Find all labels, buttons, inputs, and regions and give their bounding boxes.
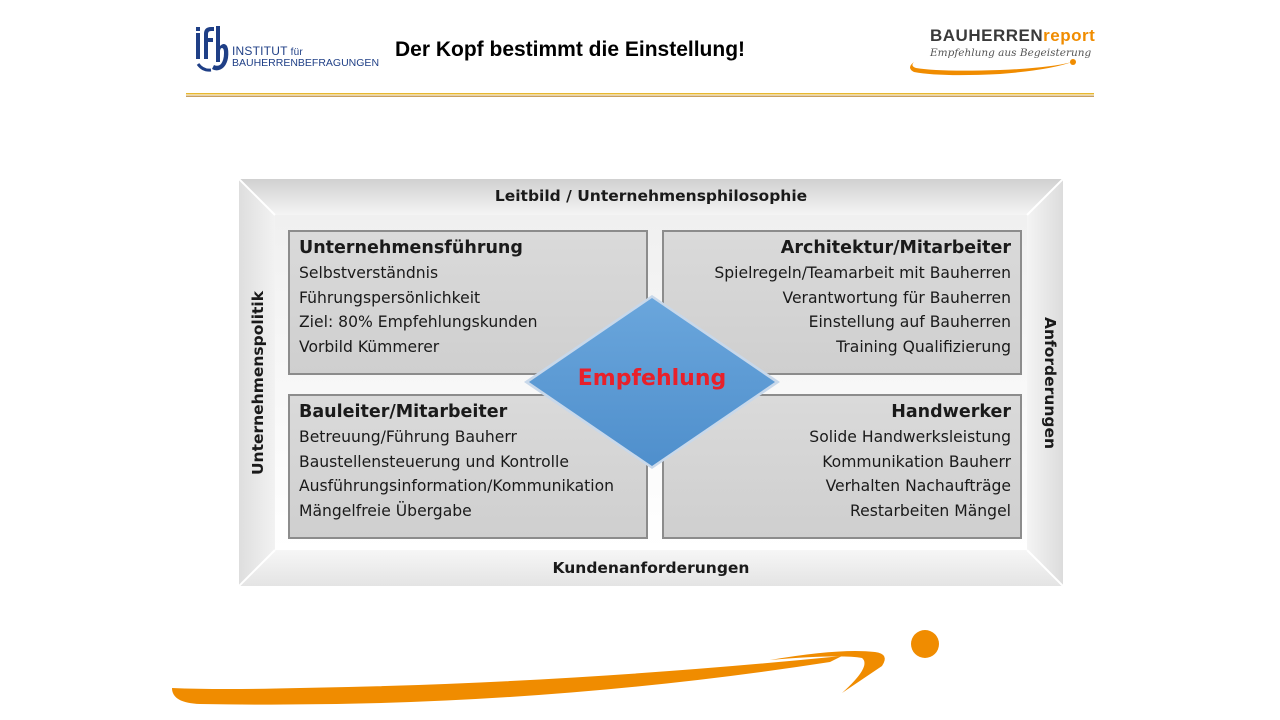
quadrant-item: Ziel: 80% Empfehlungskunden [299, 313, 538, 332]
quadrant-item: Baustellensteuerung und Kontrolle [299, 452, 569, 471]
quadrant-title: Unternehmensführung [299, 238, 523, 258]
bauherrenreport-logo [900, 22, 1096, 78]
ifb-logo [195, 24, 380, 74]
center-label-empfehlung: Empfehlung [577, 366, 727, 391]
label-leitbild: Leitbild / Unternehmensphilosophie [494, 187, 808, 205]
empfehlung-diagram [239, 179, 1063, 586]
quadrant-item: Vorbild Kümmerer [299, 337, 440, 356]
quadrant-item: Restarbeiten Mängel [849, 501, 1011, 520]
quadrant-item: Ausführungsinformation/Kommunikation [299, 477, 615, 496]
brand-name: BAUHERRENreport [930, 26, 1096, 45]
orange-swoosh-with-dot-icon [0, 600, 1280, 720]
quadrant-title: Architektur/Mitarbeiter [780, 238, 1011, 258]
label-unternehmenspolitik: Unternehmenspolitik [249, 290, 267, 476]
label-kundenanforderungen: Kundenanforderungen [552, 559, 750, 577]
quadrant-title: Bauleiter/Mitarbeiter [299, 402, 508, 422]
ifb-logo-mark-icon [195, 24, 229, 72]
brand-tagline: Empfehlung aus Begeisterung [930, 47, 1092, 59]
quadrant-item: Spielregeln/Teamarbeit mit Bauherren [714, 264, 1011, 282]
quadrant-item: Betreuung/Führung Bauherr [299, 428, 517, 446]
quadrant-item: Verantwortung für Bauherren [782, 288, 1011, 307]
quadrant-item: Führungspersönlichkeit [299, 288, 481, 307]
quadrant-item: Verhalten Nachaufträge [825, 477, 1011, 496]
quadrant-item: Training Qualifizierung [836, 337, 1011, 356]
quadrant-item: Kommunikation Bauherr [822, 452, 1011, 471]
page-title: Der Kopf bestimmt die Einstellung! [395, 38, 746, 61]
quadrant-item: Selbstverständnis [299, 264, 439, 282]
quadrant-item: Mängelfreie Übergabe [299, 501, 472, 520]
ifb-logo-line1: INSTITUT für [232, 44, 303, 58]
ifb-logo-line2: BAUHERRENBEFRAGUNGEN [232, 57, 380, 69]
quadrant-title: Handwerker [891, 402, 1011, 422]
header-divider [186, 93, 1094, 97]
quadrant-item: Einstellung auf Bauherren [808, 313, 1011, 332]
label-anforderungen: Anforderungen [1041, 316, 1059, 450]
quadrant-item: Solide Handwerksleistung [809, 428, 1011, 446]
